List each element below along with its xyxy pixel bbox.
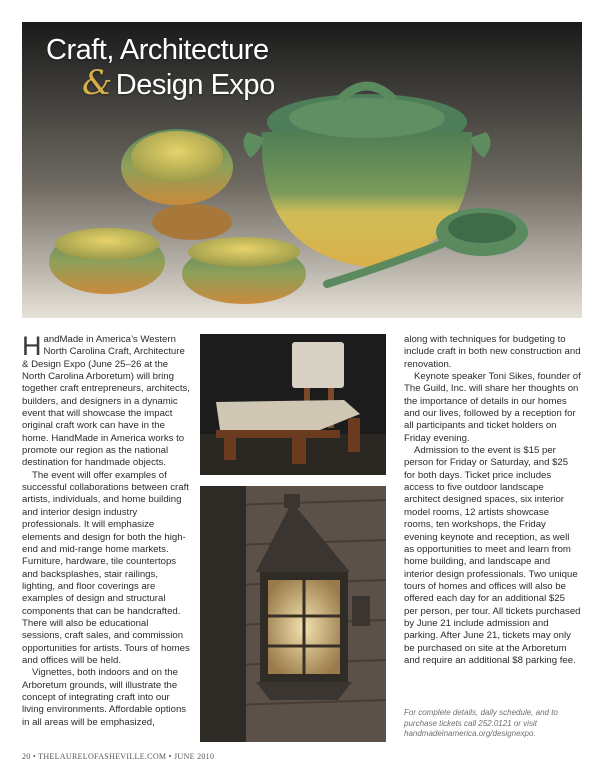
article-column-3 (404, 334, 581, 667)
lantern-illustration (200, 486, 386, 742)
drop-cap: H (22, 331, 42, 361)
title-ampersand: & (82, 63, 112, 103)
paragraph-1-text: andMade in America’s Western North Carolina Craft, Architecture & Design Expo (June 25–26 at the North Carolina Arboretum) will bring together craft entrepreneurs, architects, builders, and designers in a dynamic event that will showcase the impact original craft work can have in the home. HandMade in America works to promote our region as the national destination for handmade objects. (22, 334, 190, 469)
title-line-2-text: Design Expo (115, 69, 275, 101)
article-paragraph-1 (22, 331, 190, 470)
article-paragraph-4: along with techniques for budgeting to include craft in both new construction and renovation. (404, 334, 581, 370)
lantern-photo (200, 486, 386, 742)
article-paragraph-2: The event will offer examples of successful collaborations between craft artists, individuals, and home building and interior design industry professionals. It will emphasize elements and design for both the high-end and mid-range home markets. Furniture, hardware, tile countertops and backsplashes, stair railings, lighting, and floor coverings are examples of design and structural components that can be handcrafted. There will also be educational sessions, craft sales, and commission opportunities for artists. Tours of homes and offices will be held. (22, 469, 190, 666)
article-paragraph-5: Keynote speaker Toni Sikes, founder of The Guild, Inc. will share her thoughts on the importance of details in our homes and our lives, followed by a reception for all participants and ticket holders on Friday evening. (404, 371, 581, 444)
article-paragraph-6: Admission to the event is $15 per person for Friday or Saturday, and $25 for both days. Ticket price includes access to five outdoor landscape architect designed spaces, six interior model rooms, 12 artists showcase rooms, ten workshops, the Friday evening keynote and reception, as well as opportunities to meet and learn from home building, and landscape and interior design professionals. Two unique tours of homes and offices will also be offered each day for an additional $25 per person, per tour. All tickets purchased by June 21 include admission and parking. After June 21, tickets may only be purchased on site at the Arboretum and require an additional $8 parking fee. (404, 445, 581, 666)
page-footer: 20 • THELAURELOFASHEVILLE.COM • JUNE 2010 (22, 752, 215, 761)
title-line-2 (46, 63, 275, 103)
bench-photo (200, 334, 386, 475)
article-column-1 (22, 331, 190, 729)
ticket-info-caption: For complete details, daily schedule, and to purchase tickets call 252.0121 or visit handmadeinamerica.org/designexpo. (404, 708, 558, 738)
article-title (46, 34, 275, 102)
bench-illustration (200, 334, 386, 475)
title-line-1: Craft, Architecture (46, 34, 269, 66)
article-paragraph-3: Vignettes, both indoors and on the Arboretum grounds, will illustrate the concept of integrating craft into our living environments. Affordable options in all areas will be emphasized, (22, 667, 187, 728)
